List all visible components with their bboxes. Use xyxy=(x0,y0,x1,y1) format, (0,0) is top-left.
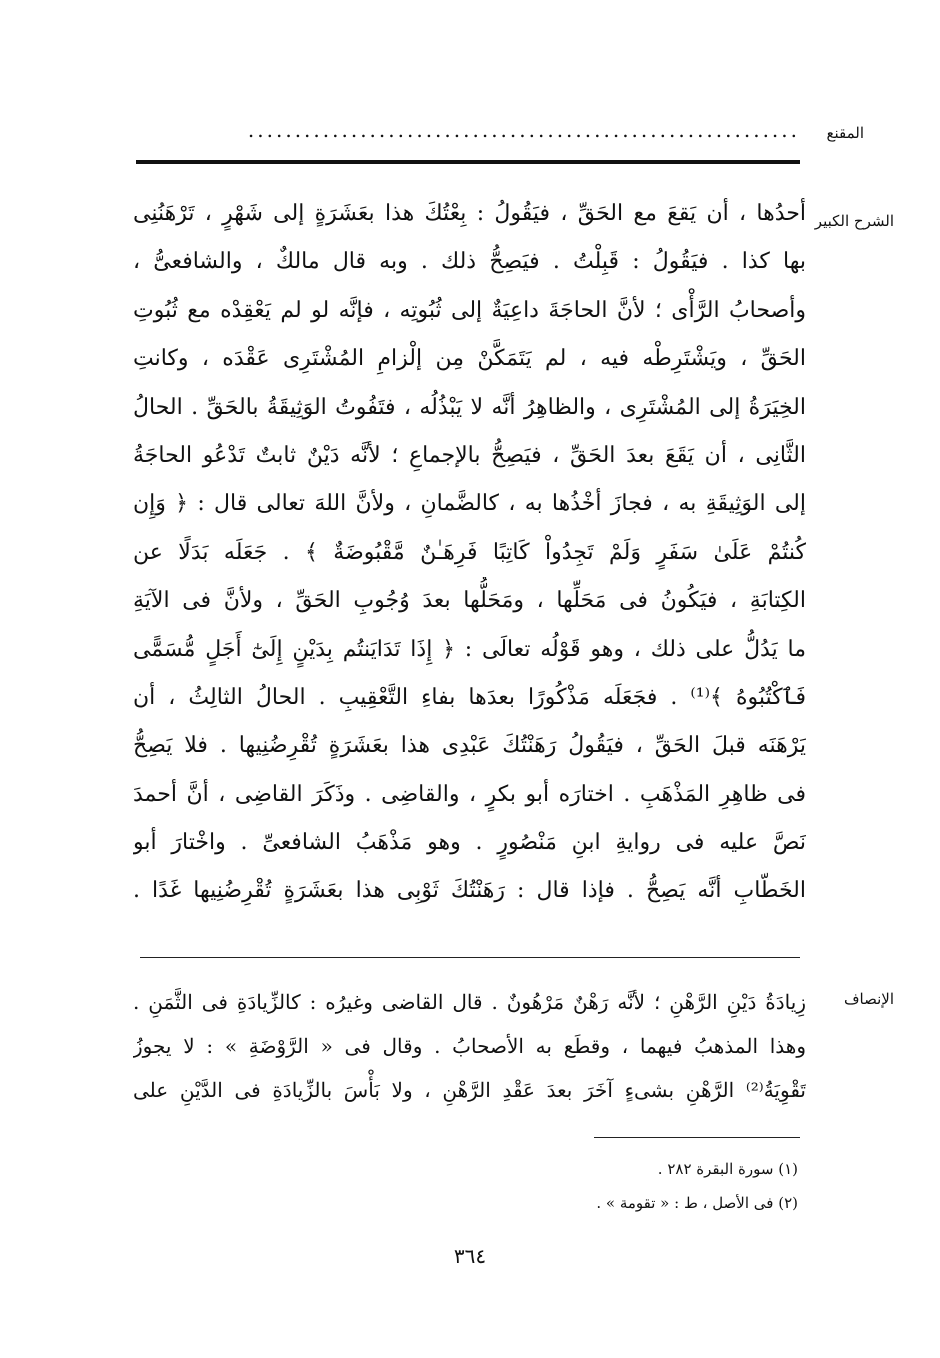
text-line: الخَطّابِ أنَّه يَصِحُّ . فإذا قال : رَهَنْتُكَ ثَوْبِى هذا بعَشَرَةٍ تُقْرِضُنِيها غَدًا . xyxy=(133,878,806,904)
footnotes xyxy=(298,1152,798,1220)
text-line: الكِتابَةِ ، فيَكُونُ فى مَحَلِّها ، ومَحَلُّها بعدَ وُجُوبِ الحَقِّ ، ولأنَّ فى الآيَةِ xyxy=(133,588,806,614)
header-rule xyxy=(136,160,800,164)
text-line: وأصحابُ الرَّأْى ؛ لأنَّ الحاجَةَ داعِيَةٌ إلى ثُبُوتِه ، فإنَّه لو لم يَعْقِدْه مع ثُبُوتِ xyxy=(133,297,806,323)
running-header-title: المقنع xyxy=(826,124,864,142)
footnote: (٢) فى الأصل ، ط : « تقومة » . xyxy=(596,1194,798,1212)
page-number: ٣٦٤ xyxy=(453,1244,487,1268)
text-line: كُنتُمْ عَلَىٰ سَفَرٍ وَلَمْ تَجِدُواْ كَاتِبًا فَرِهَـٰنٌ مَّقْبُوضَةٌ ﴾ . جَعَلَه بَدَلًا عن xyxy=(133,539,806,565)
footnote-rule xyxy=(594,1137,800,1138)
text-line: نَصَّ عليه فى روايةِ ابنِ مَنْصُورٍ . وهو مَذْهَبُ الشافعىِّ . واخْتارَ أبو xyxy=(133,830,806,856)
sharh-kabir-label: الشرح الكبير xyxy=(814,212,894,230)
text-line: بها كذا . فيَقُولُ : قَبِلْتُ . فيَصِحُّ ذلك . وبه قال مالكٌ ، والشافعىُّ ، xyxy=(133,249,806,275)
text-line: فَٱكْتُبُوهُ ﴾⁽¹⁾ . فجَعَلَه مَذْكُورًا بعدَها بفاءِ التَّعْقِيبِ . الحالُ الثالِثُ ، أن xyxy=(133,684,806,710)
insaf-text xyxy=(133,980,806,1112)
text-line: ما يَدُلُّ على ذلك ، وهو قَوْلُه تعالَى : ﴿ إِذَا تَدَايَنتُم بِدَيْنٍ إِلَىٰٓ أَجَلٍ مُّسَمًّى xyxy=(133,636,806,662)
section-separator-rule xyxy=(140,957,800,958)
text-line: زِيادَةُ دَيْنِ الرَّهْنِ ؛ لأنَّه رَهْنٌ مَرْهُونٌ . قال القاضى وغيرُه : كالزِّيادَةِ فى الثَّمَنِ . xyxy=(133,990,806,1014)
text-line: يَرْهَنَه قبلَ الحَقِّ ، فيَقُولُ رَهَنْتُكَ عَبْدِى هذا بعَشَرَةٍ تُقْرِضُنِيها . فلا يَصِحُّ xyxy=(133,733,806,759)
footnote: (١) سورة البقرة ٢٨٢ . xyxy=(657,1160,798,1178)
text-line: فى ظاهِرِ المَذْهَبِ . اختارَه أبو بكرٍ ، والقاضِى . وذَكَرَ القاضِى ، أنَّ أحمدَ xyxy=(133,781,806,807)
main-commentary-text xyxy=(133,190,806,916)
text-line: وهذا المذهبُ فيهما ، وقطَع به الأصحابُ . وقال فى « الرَّوْضَةِ » : لا يجوزُ xyxy=(133,1034,806,1058)
insaf-label: الإنصاف xyxy=(843,990,894,1008)
header-dotted-leader: ........................................................... xyxy=(247,118,800,142)
text-line: الحَقِّ ، ويَشْتَرِطْه فيه ، لم يَتَمَكَّنْ مِن إلْزامِ المُشْتَرِى عَقْدَه ، وكانتِ xyxy=(133,346,806,372)
text-line: الثَّانِى ، أن يَقَعَ بعدَ الحَقِّ ، فيَصِحُّ بالإجماعِ ؛ لأنَّه دَيْنٌ ثابتٌ تَدْعُو الحاجَةُ xyxy=(133,442,806,468)
text-line: تَقْوِيَةُ⁽²⁾ الرَّهْنِ بشىءٍ آخَرَ بعدَ عَقْدِ الرَّهْنِ ، ولا بَأْسَ بالزِّيادَةِ فى الدَّيْنِ على xyxy=(133,1078,806,1102)
text-line: أحدُها ، أن يَقعَ مع الحَقِّ ، فيَقُولُ : بِعْتُكَ هذا بعَشَرَةٍ إلى شَهْرٍ ، تَرْهَنُنِى xyxy=(133,201,806,226)
text-line: إلى الوَثِيقَةِ به ، فجازَ أخْذُها به ، كالضَّمانِ ، ولأنَّ اللهَ تعالى قال : ﴿ وَإِن xyxy=(133,491,806,517)
text-line: الخِيَرَةُ إلى المُشْتَرِى ، والظاهِرُ أنَّه لا يَبْذُلُه ، فتَفُوتُ الوَثِيقَةُ بالحَقِّ . الحالُ xyxy=(133,394,806,420)
